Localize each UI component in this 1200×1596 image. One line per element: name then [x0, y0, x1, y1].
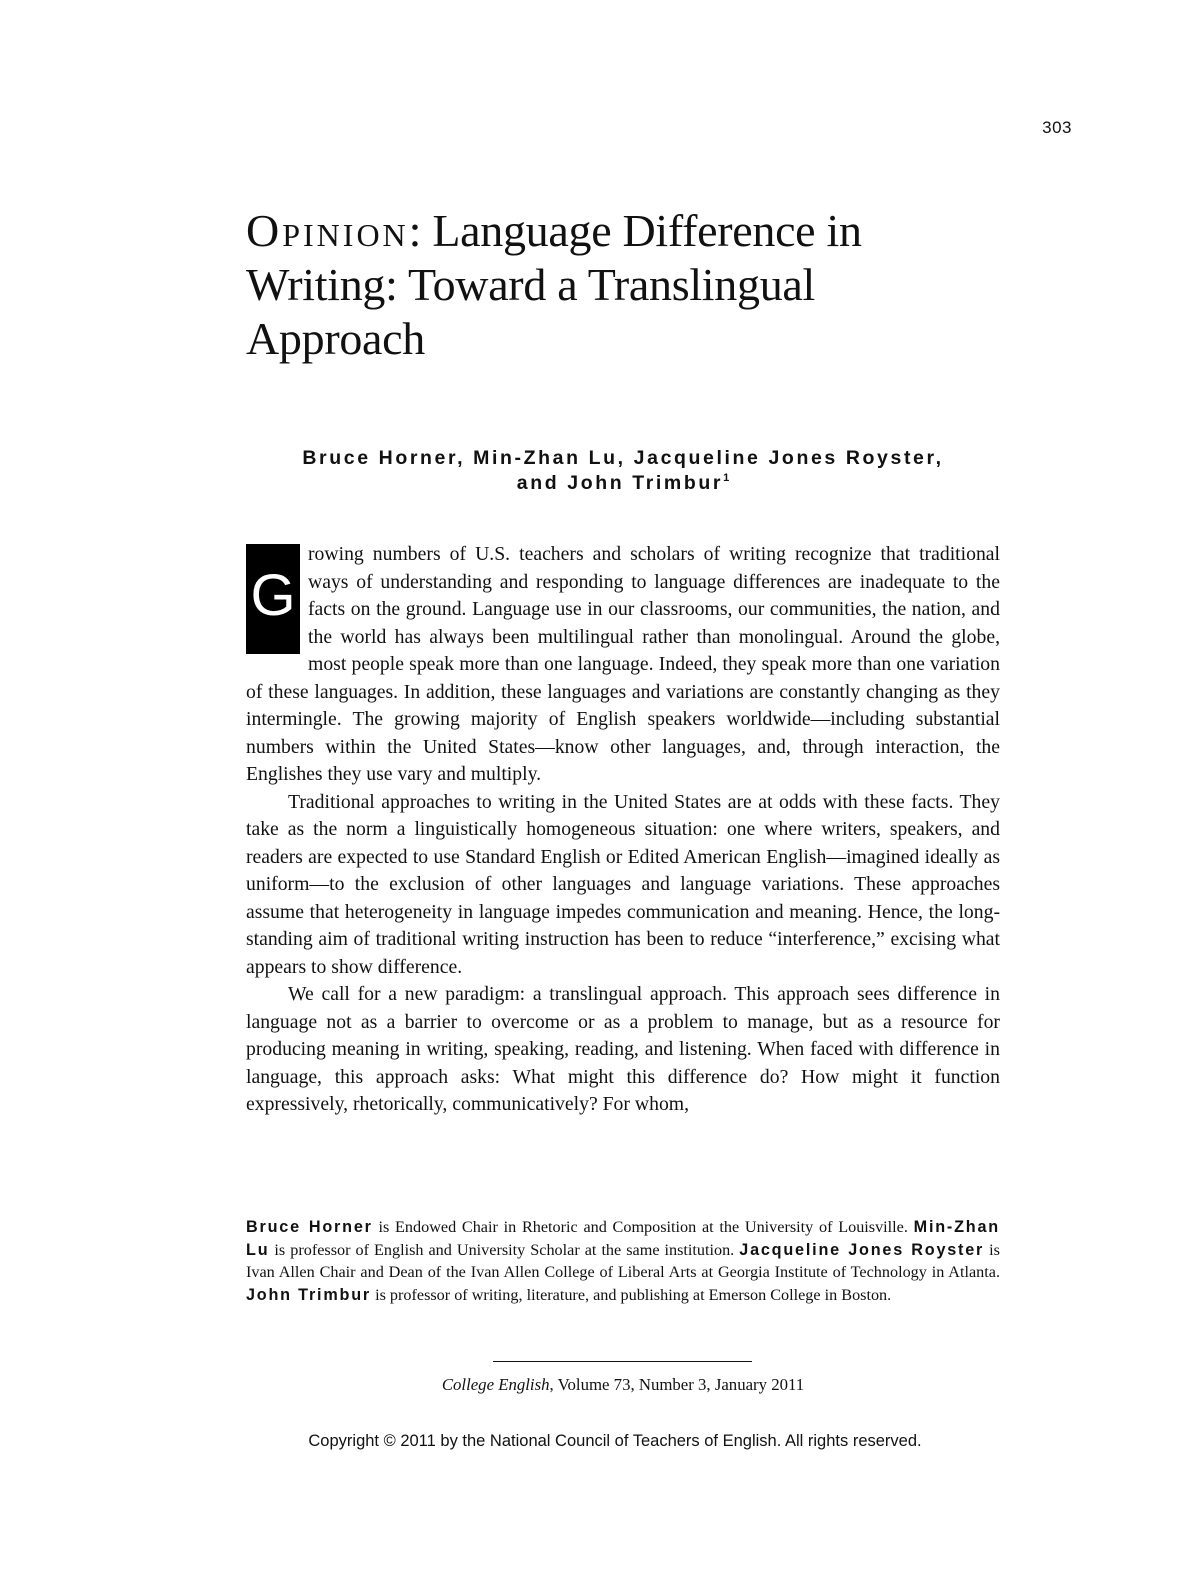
journal-name: College English: [441, 1375, 550, 1394]
bio-name: John Trimbur: [246, 1285, 372, 1304]
author-line-1: Bruce Horner, Min-Zhan Lu, Jacqueline Jones Royster,: [302, 447, 944, 469]
author-bio-note: [246, 1216, 1000, 1306]
article-body: [246, 541, 1000, 1119]
author-line-2: [246, 471, 1000, 496]
author-line-2-text: and John Trimbur: [516, 472, 724, 494]
body-paragraph-3: We call for a new paradigm: a translingual approach. This approach sees difference in language not as a barrier to overcome or as a problem to manage, but as a resource for producing meaning in writing, speaking, reading, and listening. When faced with difference in language, this approach asks: What might this difference do? How might it function expressively, rhetorically, communicatively? For whom,: [246, 983, 1000, 1115]
bio-text: is Ivan Allen Chair and Dean of the Ivan Allen College of Liberal Arts at Georgia Institute of Technology in Atlanta.: [246, 1240, 1000, 1281]
body-paragraph-1: [246, 541, 1000, 789]
footnote-marker: 1: [723, 472, 730, 484]
article-title: [246, 204, 966, 366]
drop-cap: G: [246, 544, 300, 654]
journal-issue: , Volume 73, Number 3, January 2011: [549, 1375, 805, 1394]
bio-text: is professor of English and University Scholar at the same institution.: [269, 1240, 740, 1259]
title-separator: :: [408, 205, 422, 256]
footer-rule: [493, 1361, 752, 1362]
title-kicker: Opinion: [246, 205, 409, 256]
bio-text: is professor of writing, literature, and publishing at Emerson College in Boston.: [371, 1285, 892, 1304]
bio-name: Bruce Horner: [246, 1218, 373, 1236]
body-paragraph-2: Traditional approaches to writing in the United States are at odds with these facts. They take as the norm a linguistically homogeneous situation: one where writers, speakers, and readers are expected to use Standard English or Edited American English—imagined ideally as uniform—to the exclusion of other languages and language variations. These approaches assume that heterogeneity in language impedes communication and meaning. Hence, the long-standing aim of traditional writing instruction has been to reduce “interference,” excising what appears to show difference.: [246, 790, 1000, 978]
page-number: 303: [1042, 118, 1072, 137]
bio-text: is Endowed Chair in Rhetoric and Composition at the University of Louisville.: [372, 1218, 914, 1236]
body-paragraph-1-text: rowing numbers of U.S. teachers and scholars of writing recognize that traditional ways of understanding and responding to language differences are inadequate to the facts on the ground. Language use in our classrooms, our communities, the nation, and the world has always been multilingual rather than monolingual. Around the globe, most people speak more than one language. Indeed, they speak more than one variation of these languages. In addition, these languages and variations are constantly changing as they intermingle. The growing majority of English speakers worldwide—including substantial numbers within the United States—know other languages, and, through interaction, the Englishes they use vary and multiply.: [246, 543, 1000, 785]
bio-name: Min-Zhan Lu: [246, 1218, 1000, 1259]
copyright-notice: Copyright © 2011 by the National Council of Teachers of English. All rights reserved.: [308, 1432, 922, 1450]
title-text: Language Difference in Writing: Toward a Translingual Approach: [246, 205, 862, 364]
author-byline: [246, 446, 1000, 496]
bio-name: Jacqueline Jones Royster: [739, 1240, 985, 1259]
journal-citation: [246, 1375, 1000, 1395]
